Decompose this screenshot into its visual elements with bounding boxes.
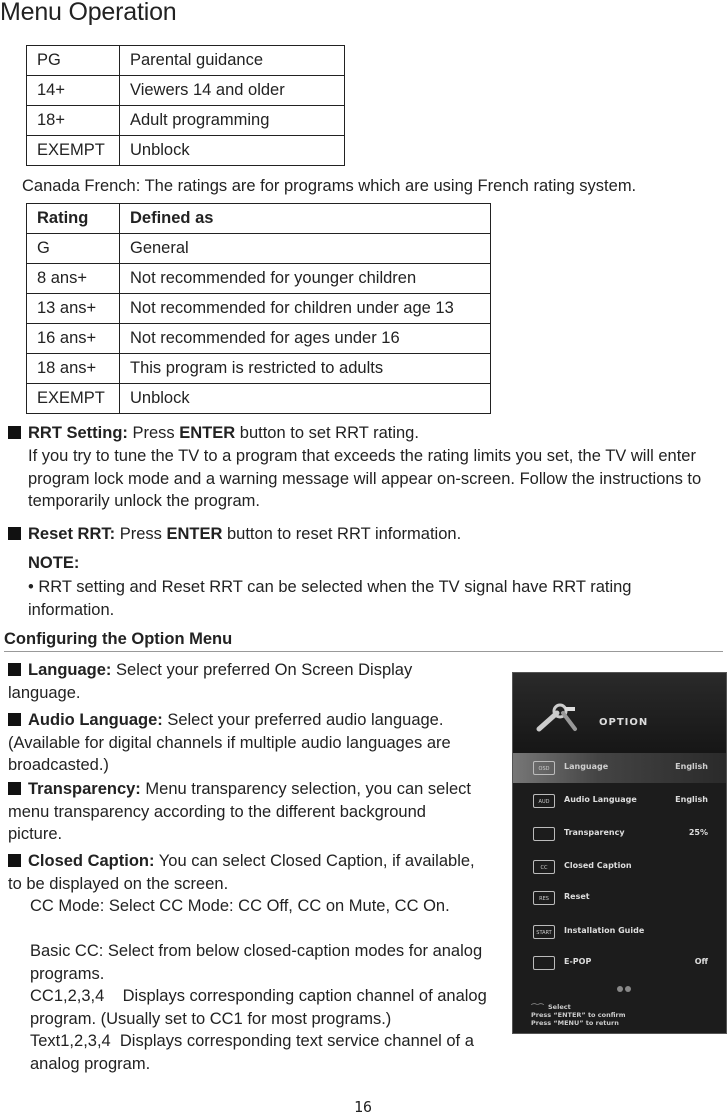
table-cell: 13 ans+ xyxy=(27,294,120,324)
cc-icon: CC xyxy=(533,860,555,874)
bullet-icon xyxy=(8,854,21,867)
page-dots xyxy=(617,977,633,996)
tv-menu-item-closed-caption[interactable] xyxy=(513,852,726,882)
section-heading: Configuring the Option Menu xyxy=(4,630,233,648)
closed-caption-label: Closed Caption: xyxy=(28,852,155,870)
table-row xyxy=(27,106,345,136)
bullet-icon xyxy=(8,713,21,726)
table-header-row xyxy=(27,204,491,234)
bullet-icon xyxy=(8,527,21,540)
cc-mode-text: CC Mode: Select CC Mode: CC Off, CC on Mute, CC On. xyxy=(30,897,450,915)
tv-menu-item-value: Off xyxy=(694,957,708,966)
reset-rrt-pre: Press xyxy=(115,525,167,543)
tv-option-menu xyxy=(512,672,727,1034)
rating-table-us xyxy=(26,45,345,166)
table-cell: Viewers 14 and older xyxy=(120,76,345,106)
table-cell: 14+ xyxy=(27,76,120,106)
rrt-setting-line xyxy=(8,422,720,445)
table-cell: This program is restricted to adults xyxy=(120,354,491,384)
table-cell: 16 ans+ xyxy=(27,324,120,354)
transparency-icon xyxy=(533,827,555,841)
note-label: NOTE: xyxy=(28,554,80,572)
rrt-setting-label: RRT Setting: xyxy=(28,424,128,442)
audio-language-label: Audio Language: xyxy=(28,711,163,729)
table-row xyxy=(27,234,491,264)
reset-rrt-label: Reset RRT: xyxy=(28,525,116,543)
table-row xyxy=(27,46,345,76)
table-cell: G xyxy=(27,234,120,264)
bullet-icon xyxy=(8,782,21,795)
transparency-item xyxy=(8,778,478,846)
table-cell: Not recommended for ages under 16 xyxy=(120,324,491,354)
table-cell: 8 ans+ xyxy=(27,264,120,294)
closed-caption-item xyxy=(8,850,478,895)
table-cell: Not recommended for children under age 13 xyxy=(120,294,491,324)
page-title: Menu Operation xyxy=(0,0,177,26)
table-cell: Unblock xyxy=(120,136,345,166)
table-cell: PG xyxy=(27,46,120,76)
bullet-icon xyxy=(8,426,21,439)
table-cell: Adult programming xyxy=(120,106,345,136)
table-cell: 18 ans+ xyxy=(27,354,120,384)
cc1234-text: CC1,2,3,4 Displays corresponding caption channel of analog program. (Usually set to CC1 for most programs.) xyxy=(30,987,492,1028)
tv-menu-item-value: English xyxy=(675,795,708,804)
dot-icon xyxy=(625,986,631,992)
select-hint: ⌒⌒ Select xyxy=(531,1003,571,1011)
column-header: Defined as xyxy=(120,204,491,234)
table-cell: EXEMPT xyxy=(27,384,120,414)
bullet-icon xyxy=(8,663,21,676)
navigate-icon: ⌒⌒ xyxy=(531,1003,544,1011)
basic-cc-text: Basic CC: Select from below closed-caption modes for analog programs. xyxy=(30,942,483,983)
table-row xyxy=(27,136,345,166)
language-item xyxy=(8,659,488,704)
table-cell: 18+ xyxy=(27,106,120,136)
table-row xyxy=(27,76,345,106)
tools-icon xyxy=(535,703,579,733)
tv-menu-item-reset[interactable] xyxy=(513,883,726,913)
rrt-setting-pre: Press xyxy=(127,424,180,442)
tv-menu-item-installation-guide[interactable] xyxy=(513,917,726,947)
dot-icon xyxy=(617,986,623,992)
rrt-setting-description: If you try to tune the TV to a program that exceeds the rating limits you set, the TV will enter program lock mode and a warning message will appear on-screen. Follow the instructions to temporarily unlock the program. xyxy=(28,447,702,510)
table-row xyxy=(27,384,491,414)
audio-language-text: Select your preferred audio language. (Available for digital channels if multiple audio languages are broadcasted.) xyxy=(8,711,451,774)
tv-menu-item-label: E-POP xyxy=(564,957,592,966)
table-cell: Parental guidance xyxy=(120,46,345,76)
tv-menu-item-label: Closed Caption xyxy=(564,861,632,870)
tv-menu-item-label: Audio Language xyxy=(564,795,637,804)
tv-menu-item-audio-language[interactable] xyxy=(513,786,726,816)
rrt-setting-key: ENTER xyxy=(179,424,236,442)
tv-menu-item-label: Reset xyxy=(564,892,590,901)
note-text: • RRT setting and Reset RRT can be selected when the TV signal have RRT rating information. xyxy=(28,578,632,619)
rating-table-fr xyxy=(26,203,491,414)
transparency-text: Menu transparency selection, you can select menu transparency according to the different background picture. xyxy=(8,780,471,843)
tv-menu-item-transparency[interactable] xyxy=(513,819,726,849)
return-hint: Press “MENU” to return xyxy=(531,1019,619,1027)
tv-menu-item-label: Transparency xyxy=(564,828,625,837)
table-row xyxy=(27,294,491,324)
table-row xyxy=(27,264,491,294)
divider xyxy=(4,651,723,652)
tv-menu-item-label: Installation Guide xyxy=(564,926,645,935)
page-number: 16 xyxy=(354,1098,373,1116)
text1234-text: Text1,2,3,4 Displays corresponding text service channel of a analog program. xyxy=(30,1032,479,1073)
cart-icon xyxy=(533,956,555,970)
tv-menu-item-language[interactable] xyxy=(513,753,726,783)
rrt-setting-post: button to set RRT rating. xyxy=(235,424,419,442)
audio-language-item xyxy=(8,709,488,777)
closed-caption-text: You can select Closed Caption, if available, to be displayed on the screen. xyxy=(8,852,475,893)
table-cell: Unblock xyxy=(120,384,491,414)
canada-french-text: Canada French: The ratings are for programs which are using French rating system. xyxy=(22,177,637,195)
tv-menu-footer xyxy=(531,1003,626,1027)
table-cell: General xyxy=(120,234,491,264)
tv-menu-title: OPTION xyxy=(599,717,649,728)
column-header: Rating xyxy=(27,204,120,234)
tv-menu-header xyxy=(513,673,726,753)
table-row xyxy=(27,324,491,354)
language-label: Language: xyxy=(28,661,112,679)
confirm-hint: Press “ENTER” to confirm xyxy=(531,1011,626,1019)
tv-menu-item-value: English xyxy=(675,762,708,771)
transparency-label: Transparency: xyxy=(28,780,141,798)
reset-rrt-post: button to reset RRT information. xyxy=(222,525,462,543)
audio-icon: AUD xyxy=(533,794,555,808)
table-cell: EXEMPT xyxy=(27,136,120,166)
reset-icon: RES xyxy=(533,891,555,905)
reset-rrt-line xyxy=(8,523,720,546)
tv-menu-item-label: Language xyxy=(564,762,609,771)
tv-menu-item-value: 25% xyxy=(688,828,708,837)
language-text: Select your preferred On Screen Display language. xyxy=(8,661,413,702)
osd-icon: OSD xyxy=(533,761,555,775)
table-row xyxy=(27,354,491,384)
table-cell: Not recommended for younger children xyxy=(120,264,491,294)
reset-rrt-key: ENTER xyxy=(166,525,223,543)
tv-menu-item-e-pop[interactable] xyxy=(513,948,726,978)
start-icon: START xyxy=(533,925,555,939)
